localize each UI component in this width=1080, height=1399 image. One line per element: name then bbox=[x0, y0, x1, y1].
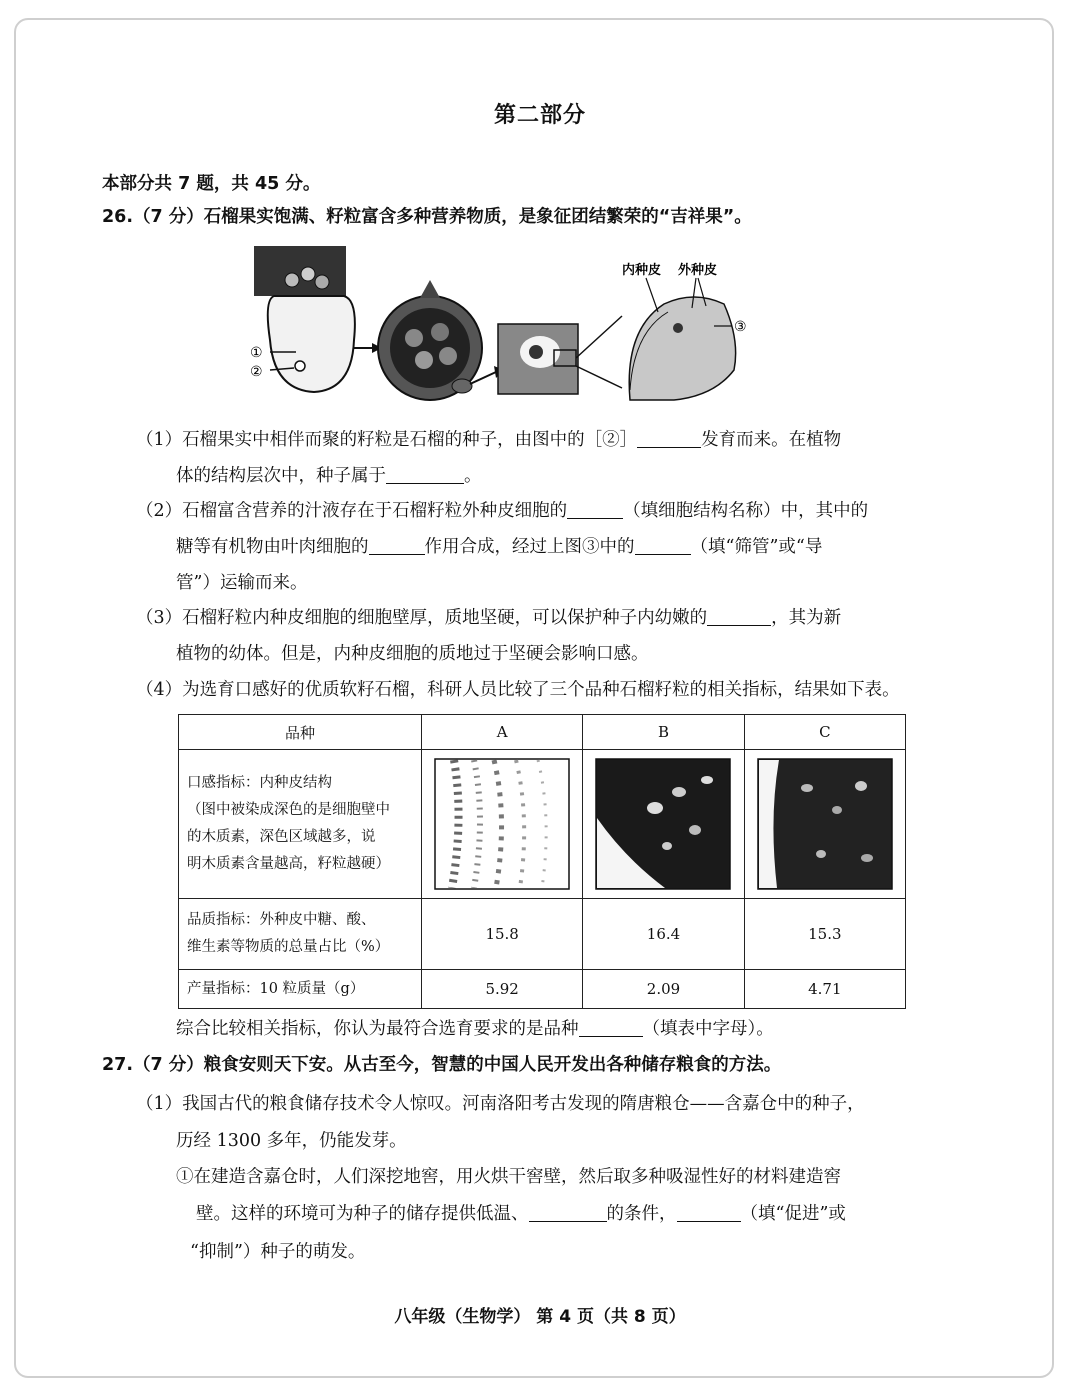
answer-blank[interactable] bbox=[369, 537, 425, 556]
q27-sub1-line3: “抑制”）种子的萌发。 bbox=[190, 1242, 366, 1262]
yield-value-b: 2.09 bbox=[583, 970, 744, 1009]
yield-indicator-row bbox=[179, 970, 906, 1009]
cultivar-comparison-table bbox=[178, 714, 906, 1009]
marker-2: ② bbox=[250, 364, 263, 380]
quality-indicator-row bbox=[179, 899, 906, 970]
answer-blank[interactable] bbox=[386, 466, 464, 485]
header-b: B bbox=[583, 715, 744, 750]
yield-value-c: 4.71 bbox=[744, 970, 905, 1009]
q26-part1-line2: 体的结构层次中，种子属于 。 bbox=[176, 466, 482, 486]
section-title: 第二部分 bbox=[493, 103, 586, 128]
micrograph-b bbox=[595, 758, 731, 890]
q26-part2-line1: （2）石榴富含营养的汁液存在于石榴籽粒外种皮细胞的 （填细胞结构名称）中，其中的 bbox=[136, 501, 869, 521]
q26-part3-line2: 植物的幼体。但是，内种皮细胞的质地过于坚硬会影响口感。 bbox=[176, 644, 649, 664]
micrograph-b-cell bbox=[583, 750, 744, 899]
answer-blank[interactable] bbox=[567, 501, 623, 520]
q26-part2-line3: 管”）运输而来。 bbox=[176, 573, 308, 593]
section-intro: 本部分共 7 题，共 45 分。 bbox=[102, 174, 321, 194]
q27-part1-line2: 历经 1300 多年，仍能发芽。 bbox=[176, 1131, 407, 1151]
q27-stem: 27.（7 分）粮食安则天下安。从古至今，智慧的中国人民开发出各种储存粮食的方法。 bbox=[102, 1055, 782, 1075]
micrograph-a bbox=[434, 758, 570, 890]
q26-part3-line1: （3）石榴籽粒内种皮细胞的细胞壁厚，质地坚硬，可以保护种子内幼嫩的 ，其为新 bbox=[136, 608, 842, 628]
q27-sub1-line1: ①在建造含嘉仓时，人们深挖地窖，用火烘干窖壁，然后取多种吸湿性好的材料建造窖 bbox=[176, 1167, 841, 1187]
q26-conclusion: 综合比较相关指标，你认为最符合选育要求的是品种 （填表中字母）。 bbox=[176, 1019, 774, 1039]
micrograph-c-cell bbox=[744, 750, 905, 899]
quality-indicator-label: 品质指标：外种皮中糖、酸、 维生素等物质的总量占比（%） bbox=[179, 899, 422, 970]
inner-seed-coat-label: 内种皮 bbox=[622, 263, 662, 278]
page-footer: 八年级（生物学） 第 4 页（共 8 页） bbox=[394, 1307, 686, 1327]
quality-value-b: 16.4 bbox=[583, 899, 744, 970]
quality-value-a: 15.8 bbox=[422, 899, 583, 970]
pomegranate-figure bbox=[244, 240, 754, 408]
answer-blank[interactable] bbox=[579, 1019, 643, 1038]
header-c: C bbox=[744, 715, 905, 750]
q26-part2-line2: 糖等有机物由叶肉细胞的 作用合成，经过上图③中的 （填“筛管”或“导 bbox=[176, 537, 823, 557]
header-cultivar: 品种 bbox=[179, 715, 422, 750]
q26-stem: 26.（7 分）石榴果实饱满、籽粒富含多种营养物质，是象征团结繁荣的“吉祥果”。 bbox=[102, 207, 752, 227]
yield-indicator-label: 产量指标：10 粒质量（g） bbox=[179, 970, 422, 1009]
seed-drawing bbox=[498, 324, 578, 394]
marker-1: ① bbox=[250, 345, 263, 361]
q26-part1-line1: （1）石榴果实中相伴而聚的籽粒是石榴的种子，由图中的［②］ 发育而来。在植物 bbox=[136, 430, 842, 450]
answer-blank[interactable] bbox=[529, 1204, 607, 1223]
marker-3: ③ bbox=[734, 319, 747, 335]
q26-part4-intro: （4）为选育口感好的优质软籽石榴，科研人员比较了三个品种石榴籽粒的相关指标，结果如下表。 bbox=[136, 680, 900, 700]
fruit-drawing bbox=[378, 280, 482, 400]
micrograph-a-cell bbox=[422, 750, 583, 899]
table-header-row bbox=[179, 715, 906, 750]
yield-value-a: 5.92 bbox=[422, 970, 583, 1009]
answer-blank[interactable] bbox=[635, 537, 691, 556]
q27-part1-line1: （1）我国古代的粮食储存技术令人惊叹。河南洛阳考古发现的隋唐粮仓——含嘉仓中的种子， bbox=[136, 1094, 865, 1114]
taste-indicator-label: 口感指标：内种皮结构 （图中被染成深色的是细胞壁中 的木质素，深色区域越多，说 明木质素含量越高，籽粒越硬） bbox=[179, 750, 422, 899]
header-a: A bbox=[422, 715, 583, 750]
answer-blank[interactable] bbox=[707, 608, 771, 627]
quality-value-c: 15.3 bbox=[744, 899, 905, 970]
seed-coat-section-drawing bbox=[629, 297, 735, 400]
q27-sub1-line2: 壁。这样的环境可为种子的储存提供低温、 的条件， （填“促进”或 bbox=[196, 1204, 846, 1224]
outer-seed-coat-label: 外种皮 bbox=[678, 263, 718, 278]
taste-indicator-row bbox=[179, 750, 906, 899]
micrograph-c bbox=[757, 758, 893, 890]
flower-ovary-drawing bbox=[254, 246, 355, 392]
answer-blank[interactable] bbox=[677, 1204, 741, 1223]
answer-blank[interactable] bbox=[637, 430, 701, 449]
